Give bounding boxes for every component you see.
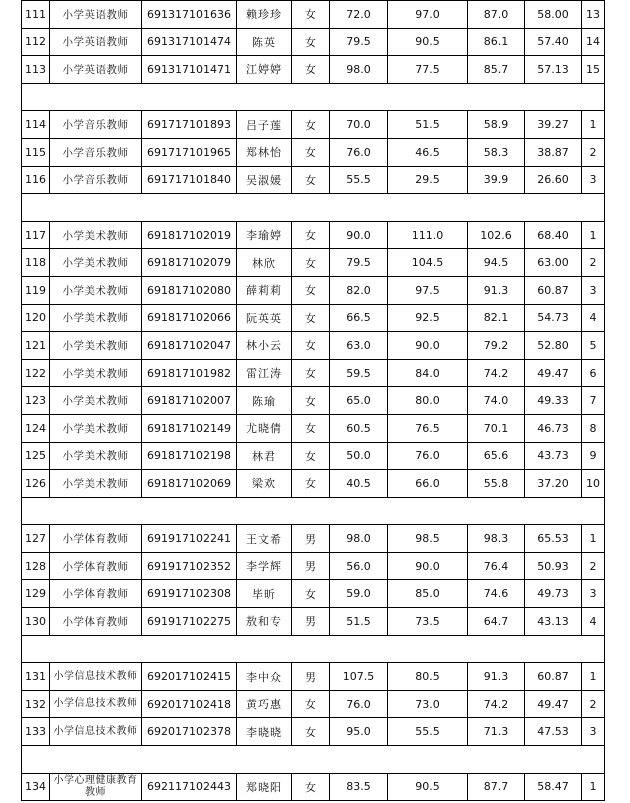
score-1-cell: 98.0 xyxy=(330,56,388,84)
separator-row xyxy=(22,83,605,111)
name-cell: 李晓晓 xyxy=(237,718,292,746)
name-cell: 雷江涛 xyxy=(237,359,292,387)
score-1-cell: 95.0 xyxy=(330,718,388,746)
exam-number-cell: 691717101965 xyxy=(142,138,237,166)
gender-cell: 女 xyxy=(292,221,330,249)
row-number-cell: 112 xyxy=(22,28,50,56)
score-2-cell: 90.0 xyxy=(388,552,468,580)
name-cell: 薛莉莉 xyxy=(237,276,292,304)
score-1-cell: 98.0 xyxy=(330,525,388,553)
exam-number-cell: 691817102007 xyxy=(142,387,237,415)
row-number-cell: 123 xyxy=(22,387,50,415)
score-4-cell: 50.93 xyxy=(525,552,582,580)
table-row xyxy=(22,442,605,470)
subject-cell: 小学信息技术教师 xyxy=(50,663,142,691)
separator-row xyxy=(22,194,605,222)
score-4-cell: 54.73 xyxy=(525,304,582,332)
score-3-cell: 71.3 xyxy=(468,718,525,746)
table-row xyxy=(22,414,605,442)
table-row xyxy=(22,580,605,608)
name-cell: 赖珍珍 xyxy=(237,1,292,29)
score-1-cell: 90.0 xyxy=(330,221,388,249)
gender-cell: 女 xyxy=(292,56,330,84)
name-cell: 江婷婷 xyxy=(237,56,292,84)
subject-cell: 小学美术教师 xyxy=(50,442,142,470)
gender-cell: 女 xyxy=(292,138,330,166)
subject-cell: 小学信息技术教师 xyxy=(50,690,142,718)
subject-cell: 小学音乐教师 xyxy=(50,111,142,139)
gender-cell: 女 xyxy=(292,773,330,801)
subject-cell: 小学美术教师 xyxy=(50,359,142,387)
exam-number-cell: 691817102149 xyxy=(142,414,237,442)
table-row xyxy=(22,470,605,498)
score-4-cell: 47.53 xyxy=(525,718,582,746)
subject-cell: 小学体育教师 xyxy=(50,525,142,553)
score-1-cell: 72.0 xyxy=(330,1,388,29)
rank-cell: 4 xyxy=(582,608,605,636)
gender-cell: 女 xyxy=(292,442,330,470)
rank-cell: 3 xyxy=(582,276,605,304)
table-row xyxy=(22,718,605,746)
score-4-cell: 49.47 xyxy=(525,690,582,718)
rank-cell: 2 xyxy=(582,138,605,166)
score-4-cell: 58.47 xyxy=(525,773,582,801)
score-1-cell: 70.0 xyxy=(330,111,388,139)
score-1-cell: 50.0 xyxy=(330,442,388,470)
exam-number-cell: 691817102079 xyxy=(142,249,237,277)
name-cell: 尤晓倩 xyxy=(237,414,292,442)
subject-cell: 小学体育教师 xyxy=(50,608,142,636)
gender-cell: 女 xyxy=(292,28,330,56)
subject-cell: 小学美术教师 xyxy=(50,387,142,415)
rank-cell: 8 xyxy=(582,414,605,442)
name-cell: 李学辉 xyxy=(237,552,292,580)
score-3-cell: 64.7 xyxy=(468,608,525,636)
score-2-cell: 85.0 xyxy=(388,580,468,608)
score-4-cell: 49.33 xyxy=(525,387,582,415)
score-3-cell: 98.3 xyxy=(468,525,525,553)
score-3-cell: 86.1 xyxy=(468,28,525,56)
row-number-cell: 133 xyxy=(22,718,50,746)
score-1-cell: 56.0 xyxy=(330,552,388,580)
row-number-cell: 125 xyxy=(22,442,50,470)
score-2-cell: 97.5 xyxy=(388,276,468,304)
table-row xyxy=(22,663,605,691)
score-3-cell: 65.6 xyxy=(468,442,525,470)
separator-cell xyxy=(22,746,605,774)
score-1-cell: 63.0 xyxy=(330,332,388,360)
exam-number-cell: 691717101840 xyxy=(142,166,237,194)
table-row xyxy=(22,359,605,387)
score-4-cell: 26.60 xyxy=(525,166,582,194)
table-row xyxy=(22,1,605,29)
score-3-cell: 55.8 xyxy=(468,470,525,498)
score-2-cell: 76.5 xyxy=(388,414,468,442)
row-number-cell: 131 xyxy=(22,663,50,691)
separator-row xyxy=(22,635,605,663)
table-row xyxy=(22,138,605,166)
rank-cell: 2 xyxy=(582,249,605,277)
subject-cell: 小学美术教师 xyxy=(50,332,142,360)
rank-cell: 5 xyxy=(582,332,605,360)
subject-cell: 小学美术教师 xyxy=(50,276,142,304)
table-row xyxy=(22,332,605,360)
exam-number-cell: 691917102275 xyxy=(142,608,237,636)
row-number-cell: 115 xyxy=(22,138,50,166)
score-2-cell: 66.0 xyxy=(388,470,468,498)
subject-cell: 小学美术教师 xyxy=(50,249,142,277)
score-2-cell: 55.5 xyxy=(388,718,468,746)
table-row xyxy=(22,249,605,277)
score-2-cell: 77.5 xyxy=(388,56,468,84)
score-1-cell: 60.5 xyxy=(330,414,388,442)
score-2-cell: 84.0 xyxy=(388,359,468,387)
score-1-cell: 66.5 xyxy=(330,304,388,332)
score-3-cell: 102.6 xyxy=(468,221,525,249)
score-2-cell: 90.5 xyxy=(388,28,468,56)
row-number-cell: 120 xyxy=(22,304,50,332)
subject-cell: 小学美术教师 xyxy=(50,221,142,249)
row-number-cell: 124 xyxy=(22,414,50,442)
rank-cell: 15 xyxy=(582,56,605,84)
subject-cell: 小学美术教师 xyxy=(50,414,142,442)
gender-cell: 男 xyxy=(292,552,330,580)
subject-cell: 小学英语教师 xyxy=(50,56,142,84)
score-3-cell: 91.3 xyxy=(468,663,525,691)
name-cell: 林君 xyxy=(237,442,292,470)
subject-cell: 小学英语教师 xyxy=(50,1,142,29)
score-4-cell: 39.27 xyxy=(525,111,582,139)
row-number-cell: 118 xyxy=(22,249,50,277)
separator-cell xyxy=(22,83,605,111)
score-4-cell: 65.53 xyxy=(525,525,582,553)
row-number-cell: 114 xyxy=(22,111,50,139)
separator-cell xyxy=(22,497,605,525)
table-row xyxy=(22,387,605,415)
score-2-cell: 51.5 xyxy=(388,111,468,139)
row-number-cell: 132 xyxy=(22,690,50,718)
score-3-cell: 91.3 xyxy=(468,276,525,304)
name-cell: 王文希 xyxy=(237,525,292,553)
score-1-cell: 82.0 xyxy=(330,276,388,304)
score-4-cell: 46.73 xyxy=(525,414,582,442)
exam-number-cell: 691817102019 xyxy=(142,221,237,249)
score-1-cell: 51.5 xyxy=(330,608,388,636)
score-1-cell: 40.5 xyxy=(330,470,388,498)
exam-number-cell: 691317101474 xyxy=(142,28,237,56)
exam-number-cell: 691817102080 xyxy=(142,276,237,304)
score-3-cell: 70.1 xyxy=(468,414,525,442)
gender-cell: 女 xyxy=(292,414,330,442)
subject-cell: 小学英语教师 xyxy=(50,28,142,56)
rank-cell: 2 xyxy=(582,690,605,718)
score-2-cell: 73.5 xyxy=(388,608,468,636)
rank-cell: 3 xyxy=(582,580,605,608)
table-row xyxy=(22,111,605,139)
row-number-cell: 111 xyxy=(22,1,50,29)
separator-cell xyxy=(22,194,605,222)
gender-cell: 女 xyxy=(292,276,330,304)
score-2-cell: 80.5 xyxy=(388,663,468,691)
score-2-cell: 76.0 xyxy=(388,442,468,470)
score-4-cell: 57.40 xyxy=(525,28,582,56)
name-cell: 郑林怡 xyxy=(237,138,292,166)
gender-cell: 女 xyxy=(292,304,330,332)
score-2-cell: 90.5 xyxy=(388,773,468,801)
rank-cell: 13 xyxy=(582,1,605,29)
table-row xyxy=(22,304,605,332)
exam-number-cell: 691817102069 xyxy=(142,470,237,498)
row-number-cell: 129 xyxy=(22,580,50,608)
rank-cell: 1 xyxy=(582,111,605,139)
subject-cell: 小学信息技术教师 xyxy=(50,718,142,746)
score-4-cell: 38.87 xyxy=(525,138,582,166)
score-3-cell: 39.9 xyxy=(468,166,525,194)
rank-cell: 9 xyxy=(582,442,605,470)
rank-cell: 6 xyxy=(582,359,605,387)
table-row xyxy=(22,690,605,718)
gender-cell: 女 xyxy=(292,1,330,29)
subject-cell: 小学音乐教师 xyxy=(50,138,142,166)
row-number-cell: 117 xyxy=(22,221,50,249)
score-1-cell: 79.5 xyxy=(330,28,388,56)
table-row xyxy=(22,166,605,194)
score-2-cell: 73.0 xyxy=(388,690,468,718)
gender-cell: 女 xyxy=(292,690,330,718)
row-number-cell: 119 xyxy=(22,276,50,304)
subject-cell: 小学体育教师 xyxy=(50,552,142,580)
subject-cell: 小学美术教师 xyxy=(50,470,142,498)
row-number-cell: 122 xyxy=(22,359,50,387)
rank-cell: 1 xyxy=(582,773,605,801)
exam-number-cell: 691817101982 xyxy=(142,359,237,387)
table-row xyxy=(22,552,605,580)
gender-cell: 女 xyxy=(292,332,330,360)
name-cell: 敖和专 xyxy=(237,608,292,636)
rank-cell: 14 xyxy=(582,28,605,56)
exam-number-cell: 691317101636 xyxy=(142,1,237,29)
table-row xyxy=(22,221,605,249)
score-2-cell: 29.5 xyxy=(388,166,468,194)
name-cell: 陈瑜 xyxy=(237,387,292,415)
exam-number-cell: 692117102443 xyxy=(142,773,237,801)
gender-cell: 男 xyxy=(292,663,330,691)
score-2-cell: 104.5 xyxy=(388,249,468,277)
subject-cell: 小学美术教师 xyxy=(50,304,142,332)
rank-cell: 3 xyxy=(582,166,605,194)
exam-number-cell: 692017102378 xyxy=(142,718,237,746)
score-2-cell: 111.0 xyxy=(388,221,468,249)
score-4-cell: 60.87 xyxy=(525,276,582,304)
score-4-cell: 63.00 xyxy=(525,249,582,277)
name-cell: 吕子莲 xyxy=(237,111,292,139)
score-3-cell: 87.0 xyxy=(468,1,525,29)
exam-number-cell: 691817102066 xyxy=(142,304,237,332)
gender-cell: 女 xyxy=(292,387,330,415)
row-number-cell: 126 xyxy=(22,470,50,498)
gender-cell: 女 xyxy=(292,166,330,194)
exam-number-cell: 691817102047 xyxy=(142,332,237,360)
table-row xyxy=(22,525,605,553)
gender-cell: 女 xyxy=(292,359,330,387)
score-2-cell: 98.5 xyxy=(388,525,468,553)
score-4-cell: 37.20 xyxy=(525,470,582,498)
score-4-cell: 43.13 xyxy=(525,608,582,636)
table-row xyxy=(22,28,605,56)
score-table-body xyxy=(22,1,605,801)
row-number-cell: 121 xyxy=(22,332,50,360)
name-cell: 阮英英 xyxy=(237,304,292,332)
table-row xyxy=(22,56,605,84)
score-2-cell: 80.0 xyxy=(388,387,468,415)
row-number-cell: 134 xyxy=(22,773,50,801)
name-cell: 陈英 xyxy=(237,28,292,56)
table-row xyxy=(22,608,605,636)
rank-cell: 10 xyxy=(582,470,605,498)
score-4-cell: 68.40 xyxy=(525,221,582,249)
score-3-cell: 74.0 xyxy=(468,387,525,415)
score-1-cell: 59.5 xyxy=(330,359,388,387)
score-4-cell: 52.80 xyxy=(525,332,582,360)
score-1-cell: 55.5 xyxy=(330,166,388,194)
subject-cell: 小学音乐教师 xyxy=(50,166,142,194)
name-cell: 吴淑媛 xyxy=(237,166,292,194)
exam-number-cell: 691717101893 xyxy=(142,111,237,139)
exam-number-cell: 691317101471 xyxy=(142,56,237,84)
subject-cell: 小学心理健康教育教师 xyxy=(50,773,142,801)
rank-cell: 1 xyxy=(582,221,605,249)
name-cell: 梁欢 xyxy=(237,470,292,498)
score-1-cell: 107.5 xyxy=(330,663,388,691)
rank-cell: 2 xyxy=(582,552,605,580)
exam-number-cell: 692017102418 xyxy=(142,690,237,718)
row-number-cell: 116 xyxy=(22,166,50,194)
score-1-cell: 65.0 xyxy=(330,387,388,415)
exam-number-cell: 692017102415 xyxy=(142,663,237,691)
separator-cell xyxy=(22,635,605,663)
score-2-cell: 46.5 xyxy=(388,138,468,166)
score-3-cell: 82.1 xyxy=(468,304,525,332)
score-3-cell: 79.2 xyxy=(468,332,525,360)
table-row xyxy=(22,773,605,801)
score-3-cell: 87.7 xyxy=(468,773,525,801)
name-cell: 李瑜婷 xyxy=(237,221,292,249)
exam-number-cell: 691917102241 xyxy=(142,525,237,553)
score-3-cell: 94.5 xyxy=(468,249,525,277)
score-2-cell: 97.0 xyxy=(388,1,468,29)
score-3-cell: 74.2 xyxy=(468,359,525,387)
row-number-cell: 127 xyxy=(22,525,50,553)
score-4-cell: 43.73 xyxy=(525,442,582,470)
score-table xyxy=(21,0,605,801)
score-1-cell: 79.5 xyxy=(330,249,388,277)
gender-cell: 女 xyxy=(292,111,330,139)
separator-row xyxy=(22,497,605,525)
name-cell: 郑晓阳 xyxy=(237,773,292,801)
score-2-cell: 90.0 xyxy=(388,332,468,360)
separator-row xyxy=(22,746,605,774)
score-3-cell: 74.2 xyxy=(468,690,525,718)
score-4-cell: 49.47 xyxy=(525,359,582,387)
gender-cell: 女 xyxy=(292,470,330,498)
score-3-cell: 58.3 xyxy=(468,138,525,166)
gender-cell: 男 xyxy=(292,608,330,636)
score-1-cell: 76.0 xyxy=(330,690,388,718)
row-number-cell: 130 xyxy=(22,608,50,636)
exam-number-cell: 691817102198 xyxy=(142,442,237,470)
name-cell: 毕昕 xyxy=(237,580,292,608)
row-number-cell: 113 xyxy=(22,56,50,84)
score-1-cell: 59.0 xyxy=(330,580,388,608)
score-2-cell: 92.5 xyxy=(388,304,468,332)
name-cell: 黄巧惠 xyxy=(237,690,292,718)
score-3-cell: 76.4 xyxy=(468,552,525,580)
score-1-cell: 76.0 xyxy=(330,138,388,166)
rank-cell: 1 xyxy=(582,663,605,691)
rank-cell: 4 xyxy=(582,304,605,332)
name-cell: 林欣 xyxy=(237,249,292,277)
exam-number-cell: 691917102308 xyxy=(142,580,237,608)
score-3-cell: 58.9 xyxy=(468,111,525,139)
name-cell: 李中众 xyxy=(237,663,292,691)
score-1-cell: 83.5 xyxy=(330,773,388,801)
gender-cell: 女 xyxy=(292,580,330,608)
rank-cell: 1 xyxy=(582,525,605,553)
score-4-cell: 49.73 xyxy=(525,580,582,608)
score-4-cell: 58.00 xyxy=(525,1,582,29)
rank-cell: 3 xyxy=(582,718,605,746)
score-4-cell: 60.87 xyxy=(525,663,582,691)
gender-cell: 女 xyxy=(292,249,330,277)
rank-cell: 7 xyxy=(582,387,605,415)
table-row xyxy=(22,276,605,304)
name-cell: 林小云 xyxy=(237,332,292,360)
subject-cell: 小学体育教师 xyxy=(50,580,142,608)
score-3-cell: 74.6 xyxy=(468,580,525,608)
score-4-cell: 57.13 xyxy=(525,56,582,84)
gender-cell: 男 xyxy=(292,525,330,553)
exam-number-cell: 691917102352 xyxy=(142,552,237,580)
row-number-cell: 128 xyxy=(22,552,50,580)
gender-cell: 女 xyxy=(292,718,330,746)
score-3-cell: 85.7 xyxy=(468,56,525,84)
